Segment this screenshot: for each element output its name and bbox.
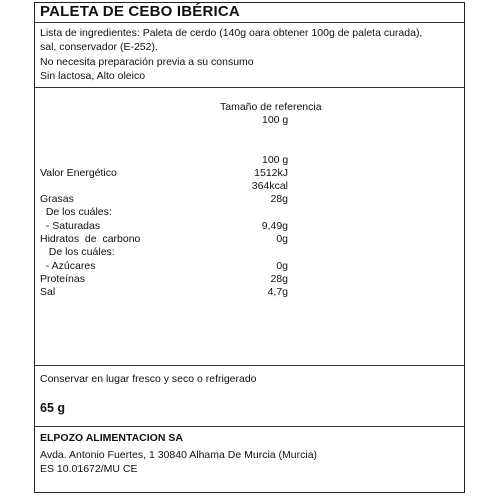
- nutrient-value: 28g: [270, 193, 288, 205]
- nutrient-value: 9,49g: [261, 220, 288, 232]
- nutrient-name: - Saturadas: [40, 220, 101, 232]
- nutrient-name: Proteínas: [40, 273, 85, 285]
- nutrition-label: [34, 2, 465, 493]
- nutrient-value: 364kcal: [251, 180, 288, 192]
- nutrient-value: 1512kJ: [254, 167, 288, 179]
- reference-size-heading: Tamaño de referencia: [220, 101, 322, 113]
- nutrition-row: [35, 206, 466, 218]
- nutrition-row: [35, 286, 466, 298]
- product-title: PALETA DE CEBO IBÉRICA: [40, 3, 240, 20]
- nutrition-row: [35, 260, 466, 272]
- health-registry: ES 10.01672/MU CE: [40, 463, 138, 475]
- net-weight: 65 g: [40, 401, 66, 415]
- company-name: ELPOZO ALIMENTACION SA: [40, 432, 183, 444]
- nutrition-row: [35, 167, 466, 179]
- divider: [35, 365, 464, 366]
- reference-size-amount: 100 g: [262, 114, 289, 126]
- nutrient-value: 0g: [276, 233, 288, 245]
- nutrition-row: [35, 246, 466, 258]
- ingredients-list: Lista de ingredientes: Paleta de cerdo (140g oara obtener 100g de paleta curada), sal, conservador (E-252).: [40, 27, 423, 53]
- divider: [35, 22, 464, 23]
- nutrient-name: - Azúcares: [40, 260, 96, 272]
- nutrient-name: Hidratos de carbono: [40, 233, 141, 245]
- nutrient-name: Grasas: [40, 193, 74, 205]
- nutrition-row: [35, 180, 466, 192]
- divider: [35, 87, 464, 88]
- nutrient-value: 4,7g: [267, 286, 288, 298]
- nutrition-column-header: 100 g: [262, 154, 289, 166]
- company-address: Avda. Antonio Fuertes, 1 30840 Alhama De Murcia (Murcia): [40, 449, 318, 461]
- nutrition-row: [35, 220, 466, 232]
- storage-instructions: Conservar en lugar fresco y seco o refrigerado: [40, 373, 257, 385]
- nutrient-name: De los cuáles:: [40, 246, 115, 258]
- nutrition-row: [35, 233, 466, 245]
- nutrient-value: 0g: [276, 260, 288, 272]
- diet-note: Sin lactosa, Alto oleico: [40, 70, 146, 82]
- nutrition-row: [35, 193, 466, 205]
- nutrient-name: Sal: [40, 286, 56, 298]
- preparation-note: No necesita preparación previa a su consumo: [40, 56, 254, 68]
- nutrient-name: De los cuáles:: [40, 206, 112, 218]
- nutrition-row: [35, 273, 466, 285]
- divider: [35, 426, 464, 427]
- nutrient-name: Valor Energético: [40, 167, 117, 179]
- nutrient-value: 28g: [270, 273, 288, 285]
